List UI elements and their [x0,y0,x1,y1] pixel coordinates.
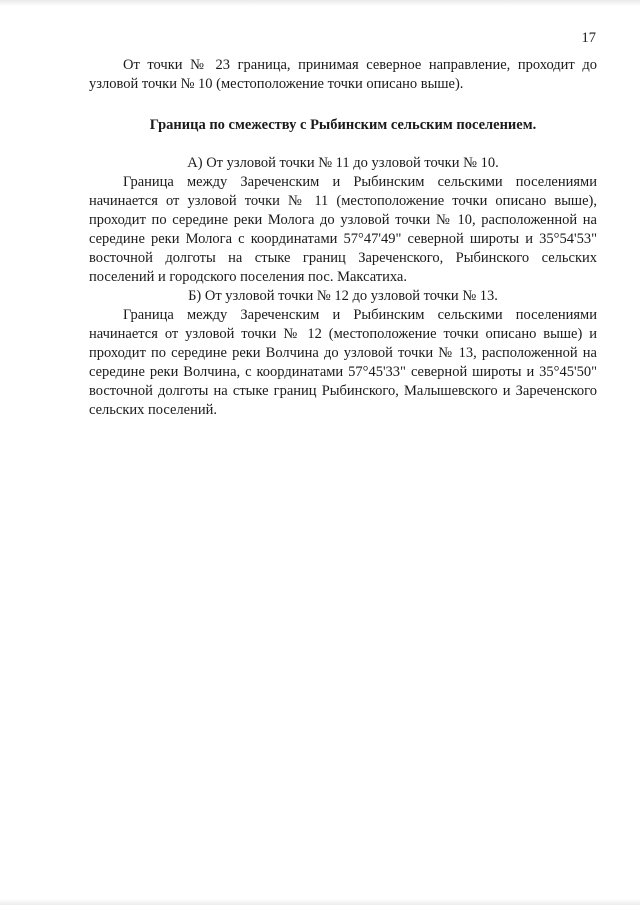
page-number: 17 [581,30,596,46]
part-a-paragraph: Граница между Зареченским и Рыбинским сельскими поселениями начинается от узловой точки № 11 (местоположение точки описано выше), проходит по середине реки Молога до узловой точки № 10, расположенной на середине реки Молога с координатами 57°47'49" северной широты и 35°54'53" восточной долготы на стыке границ Зареченского, Рыбинского сельских поселений и городского поселения пос. Максатиха. [89,174,597,285]
part-b-paragraph: Граница между Зареченским и Рыбинским сельскими поселениями начинается от узловой точки № 12 (местоположение точки описано выше) и проходит по середине реки Волчина до узловой точки № 13, расположенной на середине реки Волчина, с координатами 57°45'33" северной широты и 35°45'50" восточной долготы на стыке границ Рыбинского, Малышевского и Зареченского сельских поселений. [89,307,597,418]
part-a-heading: А) От узловой точки № 11 до узловой точки № 10. [187,155,499,171]
document-body [89,56,597,420]
section-heading: Граница по смежеству с Рыбинским сельским поселением. [149,117,537,133]
intro-paragraph: От точки № 23 граница, принимая северное направление, проходит до узловой точки № 10 (местоположение точки описано выше). [89,57,597,92]
scan-top-edge [0,0,640,6]
part-b-heading: Б) От узловой точки № 12 до узловой точки № 13. [188,288,498,304]
scan-bottom-edge [0,899,640,905]
